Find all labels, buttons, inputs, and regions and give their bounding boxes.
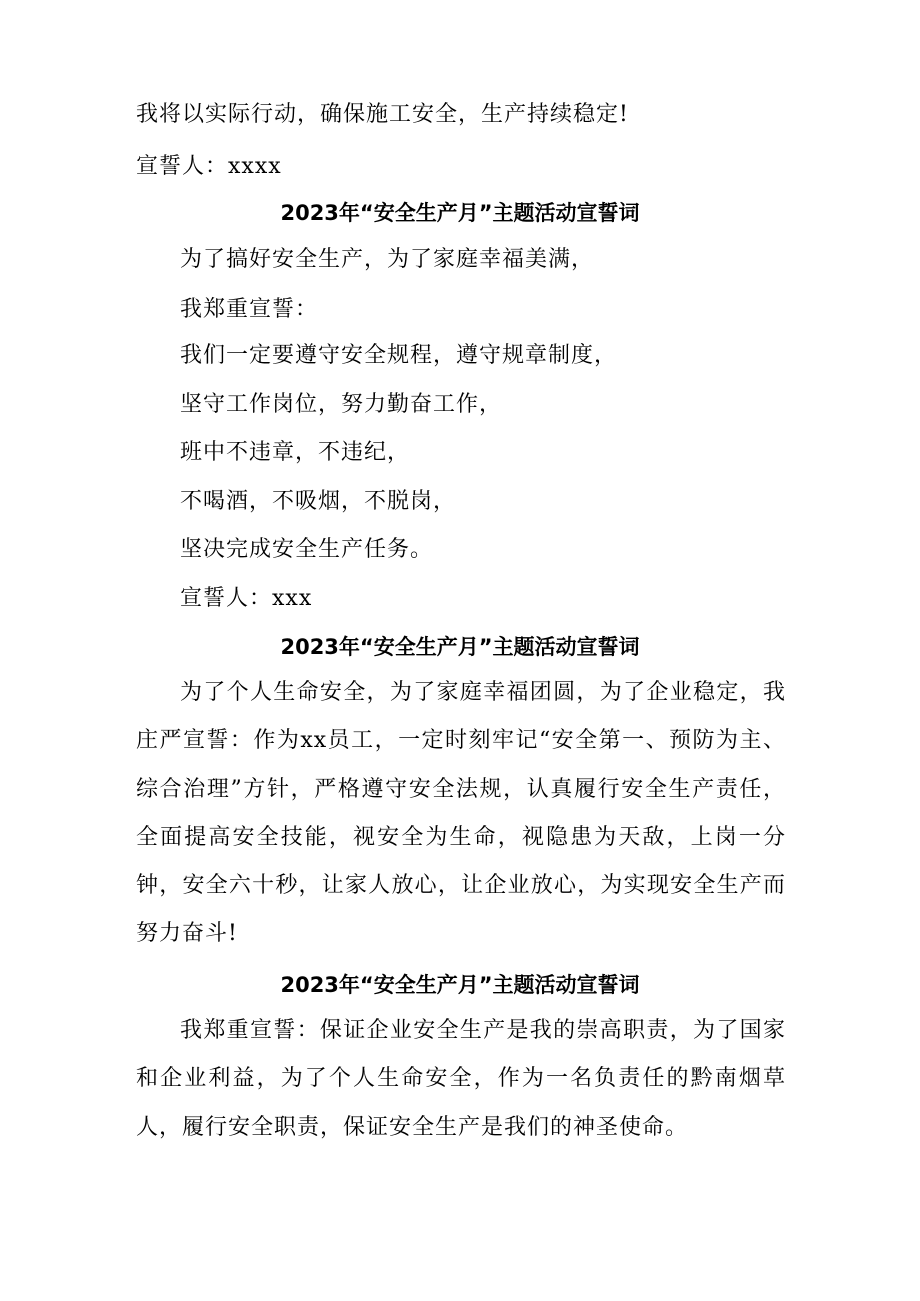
oath2-paragraph: 为了个人生命安全，为了家庭幸福团圆，为了企业稳定，我庄严宣誓：作为xx员工，一定时刻牢记“安全第一、预防为主、综合治理”方针，严格遵守安全法规，认真履行安全生产责任，全面提高安全技能，视安全为生命，视隐患为天敌，上岗一分钟，安全六十秒，让家人放心，让企业放心，为实现安全生产而努力奋斗! [136,680,786,947]
oath1-signature: 宣誓人：xxx [180,586,313,611]
oath1-line: 我郑重宣誓： [180,297,319,322]
intro-signature: 宣誓人：xxxx [136,154,282,179]
oath3-paragraph: 我郑重宣誓：保证企业安全生产是我的崇高职责，为了国家和企业利益，为了个人生命安全，作为一名负责任的黔南烟草人，履行安全职责，保证安全生产是我们的神圣使命。 [136,1018,786,1140]
oath1-line: 为了搞好安全生产，为了家庭幸福美满， [180,247,595,272]
intro-closing-line: 我将以实际行动，确保施工安全，生产持续稳定! [136,102,629,127]
oath1-line: 不喝酒，不吸烟，不脱岗， [180,489,457,514]
oath1-line: 班中不违章，不违纪， [180,440,411,465]
oath1-line: 坚守工作岗位，努力勤奋工作， [180,392,503,417]
oath3-title: 2023年“安全生产月”主题活动宣誓词 [280,973,640,997]
oath1-line: 坚决完成安全生产任务。 [180,537,434,562]
oath1-line: 我们一定要遵守安全规程，遵守规章制度， [180,343,618,368]
oath2-title: 2023年“安全生产月”主题活动宣誓词 [280,635,640,659]
oath1-title: 2023年“安全生产月”主题活动宣誓词 [280,201,640,225]
